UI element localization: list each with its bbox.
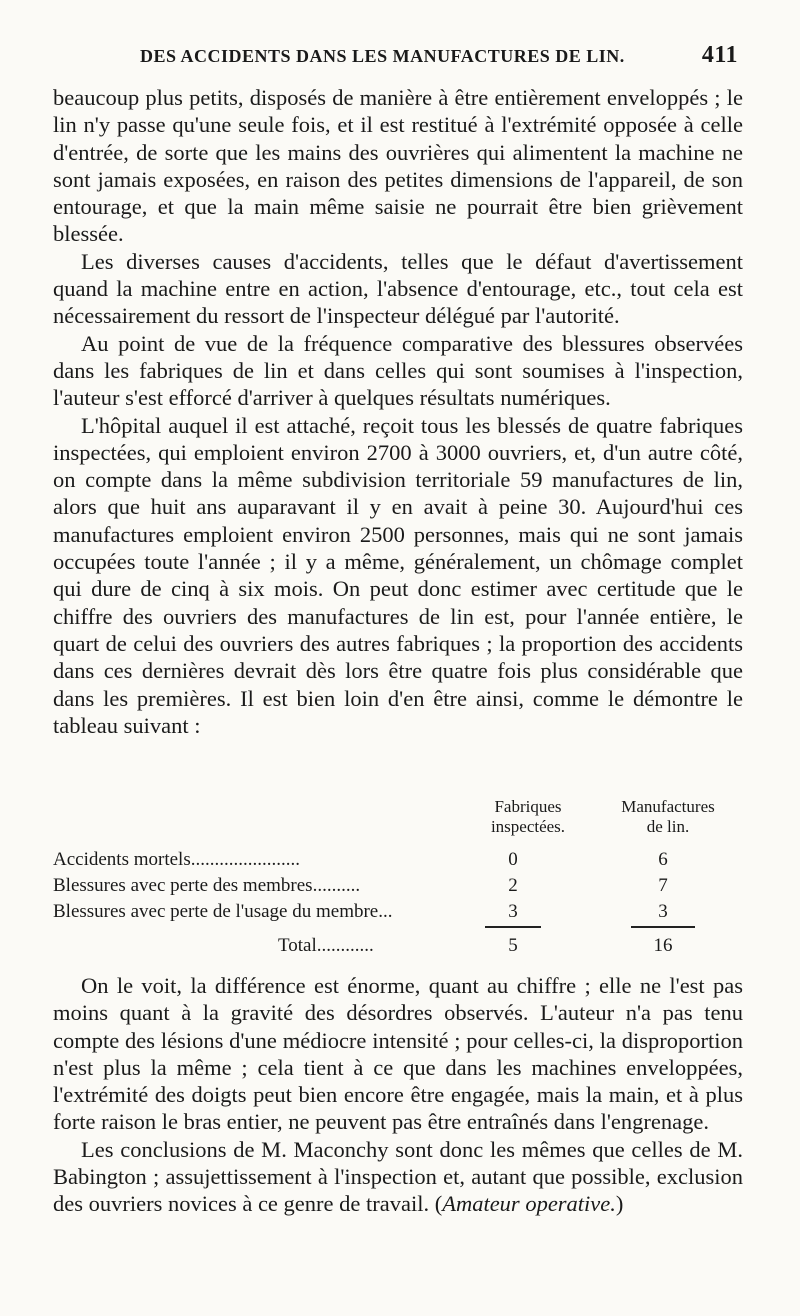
paragraph-conclusion: Les conclusions de M. Maconchy sont donc les mêmes que celles de M. Babington ; assujettissement à l'inspection et, autant que possible, exclusion des ouvriers novices à ce genre de travail. (Amateur operative.) [53,1136,743,1217]
row-value-fabriques: 2 [508,875,518,896]
page-number: 411 [701,42,738,68]
table-row [53,873,743,899]
body-text [53,84,743,739]
total-value-fabriques: 5 [508,935,518,956]
table-total-row [53,933,743,959]
source-citation: Amateur operative. [442,1191,616,1217]
total-rule-fabriques [485,926,541,928]
total-label: Total............ [278,935,374,956]
running-header [140,42,740,68]
table-row [53,899,743,925]
column-header-manufactures: Manufactures de lin. [621,797,715,836]
paragraph: Au point de vue de la fréquence comparative des blessures observées dans les fabriques de lin et dans celles qui sont soumises à l'inspection, l'auteur s'est efforcé d'arriver à quelques résultats numériques. [53,330,743,411]
paragraph: L'hôpital auquel il est attaché, reçoit tous les blessés de quatre fabriques inspectées, qui emploient environ 2700 à 3000 ouvriers, et, d'un autre côté, on compte dans la même subdivision territoriale 59 manufactures de lin, alors que huit ans auparavant il y en avait à peine 30. Aujourd'hui ces manufactures emploient environ 2500 personnes, mais qui ne sont jamais occupées toute l'année ; il y a même, généralement, un chômage complet qui dure de cinq à six mois. On peut donc estimer avec certitude que le chiffre des ouvriers des manufactures de lin est, pour l'année entière, le quart de celui des ouvriers des autres fabriques ; la proportion des accidents dans ces dernières devrait dès lors être quatre fois plus considérable que dans les premières. Il est bien loin d'en être ainsi, comme le démontre le tableau suivant : [53,412,743,738]
paragraph: Les diverses causes d'accidents, telles que le défaut d'avertissement quand la machine entre en action, l'absence d'entourage, etc., tout cela est nécessairement du ressort de l'inspecteur délégué par l'autorité. [53,248,743,329]
running-title: DES ACCIDENTS DANS LES MANUFACTURES DE LIN. [140,46,625,66]
table-row [53,847,743,873]
column-header-fabriques: Fabriques inspectées. [490,797,566,836]
paragraph-continuation: beaucoup plus petits, disposés de manière à être entièrement enveloppés ; le lin n'y passe qu'une seule fois, et il est restitué à l'extrémité opposée à celle d'entrée, de sorte que les mains des ouvrières qui alimentent la machine ne sont jamais exposées, en raison des petites dimensions de l'appareil, de son entourage, et que la main même saisie ne pourrait être bien grièvement blessée. [53,85,743,247]
row-label: Blessures avec perte de l'usage du membre... [53,901,393,922]
row-value-fabriques: 0 [508,849,518,870]
row-label: Accidents mortels....................... [53,849,300,870]
row-value-fabriques: 3 [508,901,518,922]
row-value-manufactures: 6 [658,849,668,870]
paragraph: On le voit, la différence est énorme, quant au chiffre ; elle ne l'est pas moins quant à la gravité des désordres observés. L'auteur n'a pas tenu compte des lésions d'une médiocre intensité ; pour celles-ci, la disproportion n'est plus la même ; cela tient à ce que dans les machines enveloppées, l'extrémité des doigts peut bien encore être engagée, mais la main, et à plus forte raison le bras entier, ne peuvent pas être entraînés dans l'engrenage. [53,973,743,1135]
row-label: Blessures avec perte des membres.......... [53,875,361,896]
total-rule-manufactures [631,926,695,928]
total-value-manufactures: 16 [653,935,673,956]
row-value-manufactures: 7 [658,875,668,896]
body-text-after-table [53,972,743,1218]
row-value-manufactures: 3 [658,901,668,922]
